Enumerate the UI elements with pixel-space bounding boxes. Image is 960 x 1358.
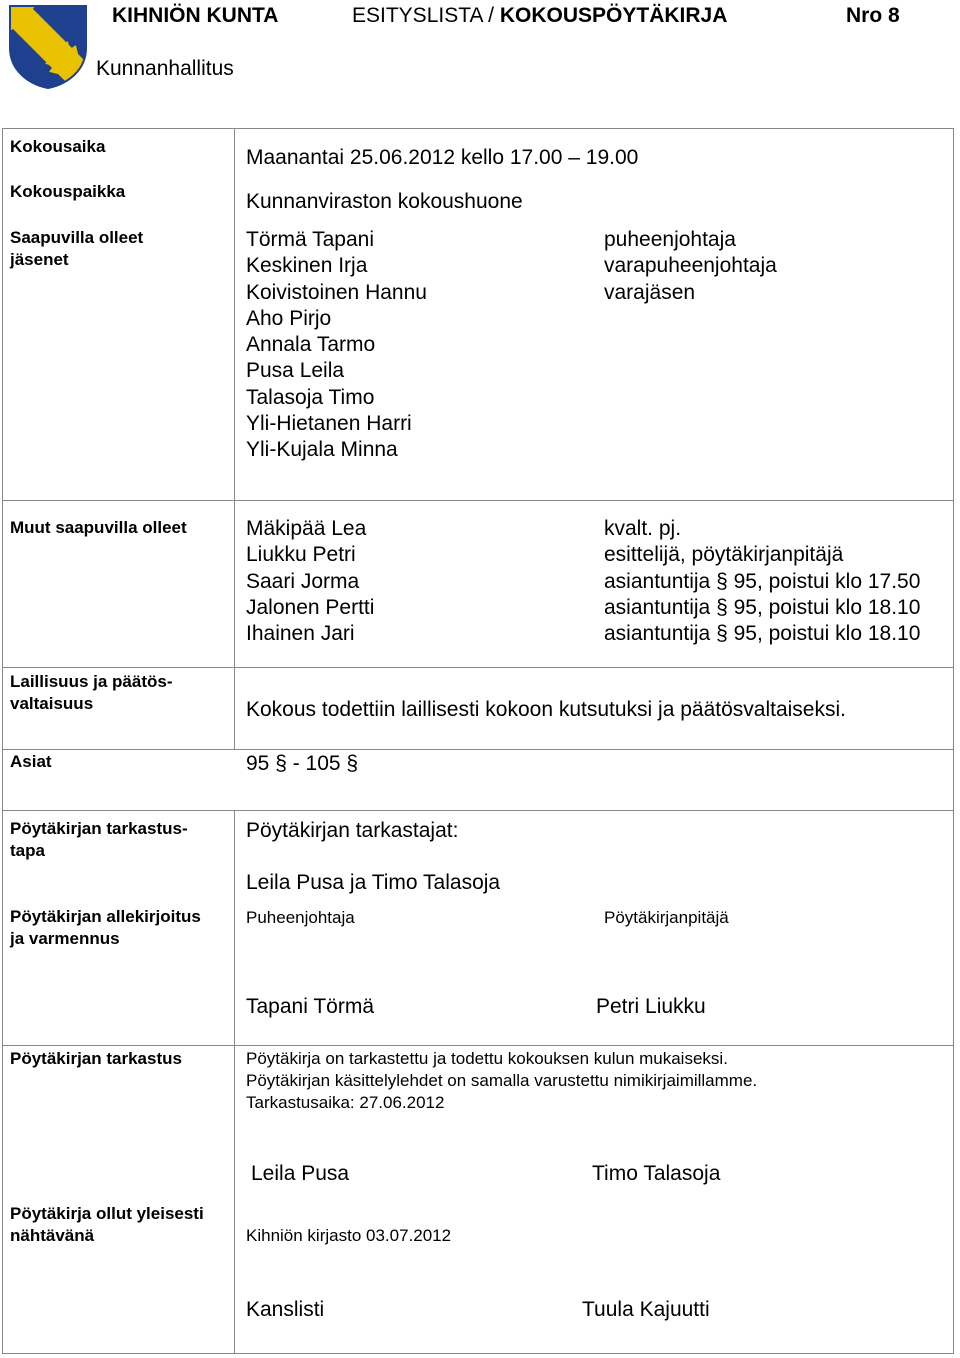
legality-value: Kokous todettiin laillisesti kokoon kutsutuksi ja päätösvaltaiseksi. (246, 698, 846, 721)
review-line: Pöytäkirjan käsittelylehdet on samalla varustettu nimikirjaimillamme. (246, 1071, 758, 1090)
matters-label: Asiat (10, 752, 52, 771)
signature-label-line: ja varmennus (10, 929, 120, 948)
signature-name-chair: Tapani Törmä (246, 995, 375, 1018)
member-role: varapuheenjohtaja (604, 254, 777, 278)
organization-name: KIHNIÖN KUNTA (112, 4, 279, 27)
member-name: Pusa Leila (246, 359, 345, 383)
governing-body: Kunnanhallitus (96, 57, 234, 80)
signature-role-chair: Puheenjohtaja (246, 908, 355, 927)
members-label-line: jäsenet (10, 250, 69, 269)
check-method-label-line: Pöytäkirjan tarkastus- (10, 819, 188, 838)
legality-label-line: Laillisuus ja päätös- (10, 672, 173, 691)
member-role: varajäsen (604, 280, 696, 304)
member-name: Koivistoinen Hannu (246, 280, 427, 304)
reviewer-1-name: Leila Pusa (251, 1162, 350, 1185)
review-label: Pöytäkirjan tarkastus (10, 1049, 182, 1068)
member-name: Yli-Hietanen Harri (246, 412, 412, 436)
review-line: Pöytäkirja on tarkastettu ja todettu kokouksen kulun mukaiseksi. (246, 1049, 728, 1068)
public-display-label-line: Pöytäkirja ollut yleisesti (10, 1204, 204, 1223)
review-line: Tarkastusaika: 27.06.2012 (246, 1093, 445, 1112)
public-display-label (10, 1203, 230, 1247)
members-label-line: Saapuvilla olleet (10, 228, 144, 247)
clerk-name: Tuula Kajuutti (582, 1298, 710, 1321)
signature-label-line: Pöytäkirjan allekirjoitus (10, 907, 201, 926)
member-role: puheenjohtaja (604, 228, 736, 251)
reviewer-2-name: Timo Talasoja (592, 1162, 721, 1185)
public-display-label-line: nähtävänä (10, 1226, 95, 1245)
meeting-place-value: Kunnanviraston kokoushuone (246, 190, 523, 213)
other-name: Saari Jorma (246, 569, 360, 593)
others-label: Muut saapuvilla olleet (10, 518, 187, 537)
member-name: Keskinen Irja (246, 254, 368, 278)
matters-value: 95 § - 105 § (246, 752, 359, 775)
meeting-time-value: Maanantai 25.06.2012 kello 17.00 – 19.00 (246, 146, 639, 169)
other-role: asiantuntija § 95, poistui klo 17.50 (604, 569, 921, 593)
signature-name-secretary: Petri Liukku (596, 995, 706, 1018)
other-role: asiantuntija § 95, poistui klo 18.10 (604, 622, 921, 646)
row-divider (2, 810, 954, 811)
members-list (246, 227, 427, 464)
member-name: Törmä Tapani (246, 228, 375, 251)
column-divider (234, 810, 235, 1354)
legality-label (10, 671, 230, 715)
check-method-label-line: tapa (10, 841, 45, 860)
review-text (246, 1048, 757, 1114)
other-name: Jalonen Pertti (246, 595, 375, 619)
legality-label-line: valtaisuus (10, 694, 94, 713)
row-divider (2, 1045, 954, 1046)
other-name: Ihainen Jari (246, 622, 355, 646)
row-divider (2, 749, 954, 750)
column-divider (234, 128, 235, 667)
public-display-value: Kihniön kirjasto 03.07.2012 (246, 1226, 452, 1245)
meeting-place-label: Kokouspaikka (10, 182, 126, 201)
other-name: Liukku Petri (246, 543, 356, 567)
member-name: Annala Tarmo (246, 333, 376, 357)
check-method-label (10, 818, 230, 862)
other-name: Mäkipää Lea (246, 517, 367, 540)
other-role: esittelijä, pöytäkirjanpitäjä (604, 543, 844, 567)
document-type-main: KOKOUSPÖYTÄKIRJA (499, 4, 728, 27)
signature-label (10, 906, 230, 950)
other-roles-list (604, 516, 920, 647)
document-number: Nro 8 (846, 4, 900, 27)
document-type-prefix: ESITYSLISTA / (352, 4, 500, 27)
others-list (246, 516, 374, 647)
row-divider (2, 667, 954, 668)
document-type (352, 4, 727, 28)
member-name: Aho Pirjo (246, 306, 332, 330)
row-divider (2, 500, 954, 501)
check-method-title: Pöytäkirjan tarkastajat: (246, 819, 459, 842)
column-divider (234, 667, 235, 749)
meeting-time-label: Kokousaika (10, 137, 106, 156)
members-label (10, 227, 230, 271)
municipal-crest-icon (8, 4, 88, 90)
other-role: asiantuntija § 95, poistui klo 18.10 (604, 595, 921, 619)
member-name: Talasoja Timo (246, 385, 375, 409)
signature-role-secretary: Pöytäkirjanpitäjä (604, 908, 729, 927)
check-method-names: Leila Pusa ja Timo Talasoja (246, 871, 501, 894)
clerk-title: Kanslisti (246, 1298, 325, 1321)
minutes-table (2, 128, 954, 1354)
member-roles-list (604, 227, 777, 306)
member-name: Yli-Kujala Minna (246, 438, 398, 462)
other-role: kvalt. pj. (604, 517, 682, 540)
